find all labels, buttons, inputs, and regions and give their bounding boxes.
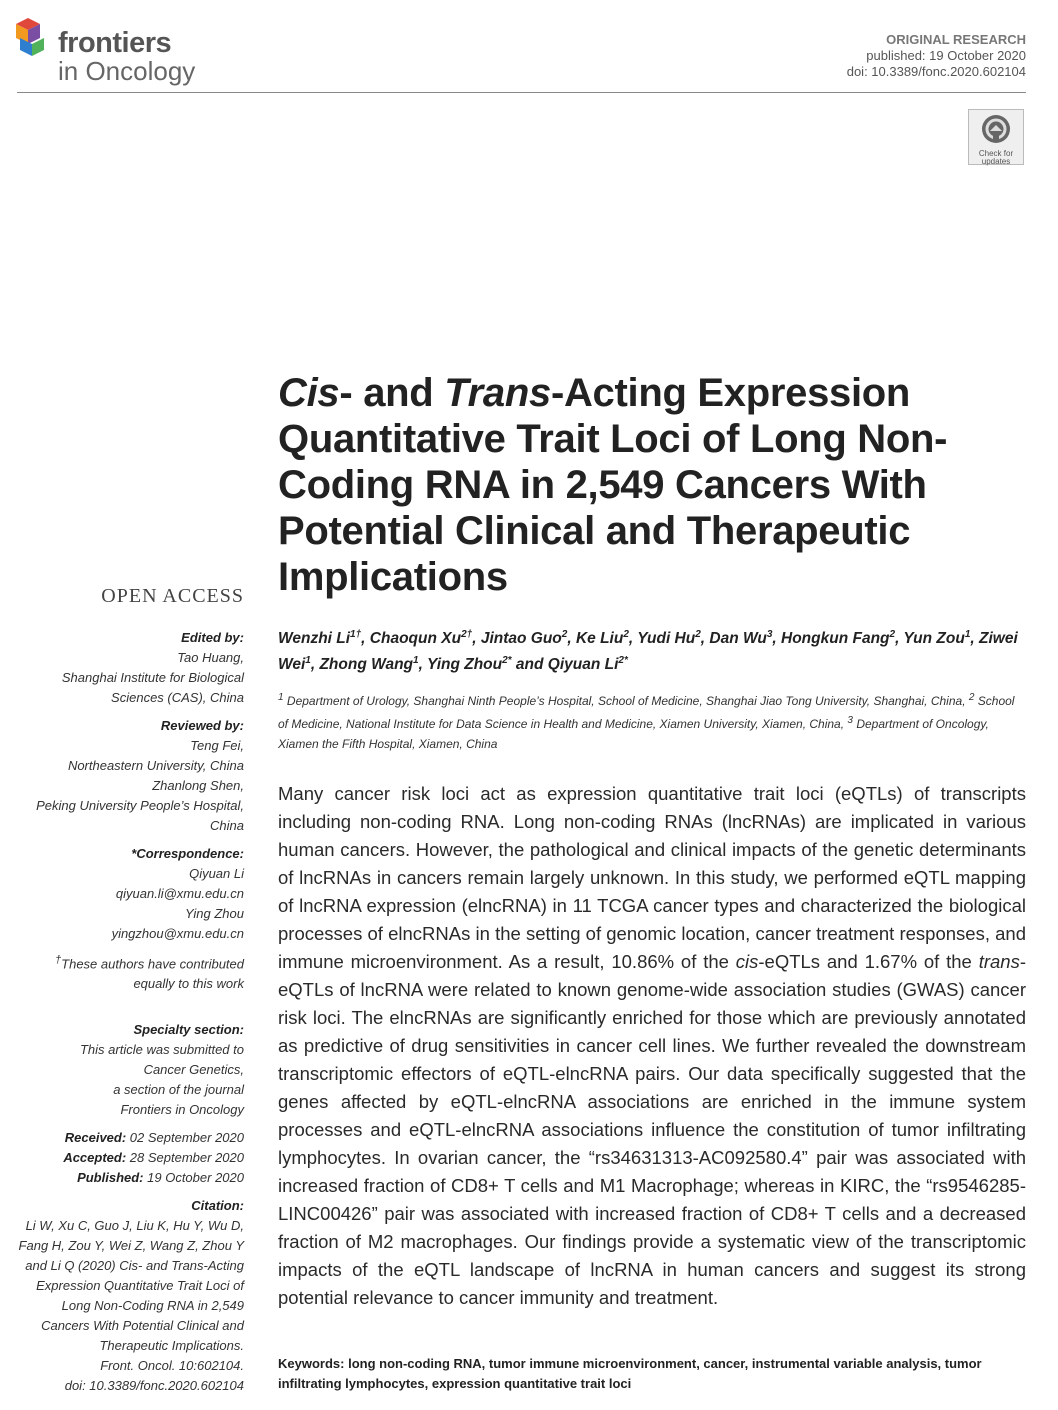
- reviewer-line: Teng Fei,: [190, 738, 244, 753]
- journal-logo[interactable]: [14, 14, 234, 86]
- author[interactable]: Qiyuan Li: [547, 656, 619, 674]
- abstract: Many cancer risk loci act as expression quantitative trait loci (eQTLs) of transcripts including non-coding RNA. Long non-coding RNAs (lncRNAs) are implicated in various human cancers. However, the pathological and clinical impacts of the genetic determinants of lncRNAs in cancers remain largely unknown. In this study, we performed eQTL mapping of lncRNA expression (elncRNA) in 11 TCGA cancer types and characterized the biological processes of elncRNAs in the setting of genomic location, cancer treatment responses, and immune microenvironment. As a result, 10.86% of the cis-eQTLs and 1.67% of the trans-eQTLs of lncRNA were related to known genome-wide association studies (GWAS) cancer risk loci. The elncRNAs are significantly enriched for those which are previously annotated as predictive of drug sensitivities in cancer cell lines. We further revealed the downstream transcriptomic effectors of eQTL-elncRNA pairs. Our data specifically suggested that the genes affected by eQTL-elncRNA associations are enriched in the immune system processes and eQTL-elncRNA associations influence the constitution of tumor infiltrating lymphocytes. In ovarian cancer, the “rs34631313-AC092580.4” pair was associated with increased fraction of CD8+ T cells and M1 Macrophage; whereas in KIRC, the “rs9546285-LINC00426” pair was associated with increased fraction of CD8+ T cells and a decreased fraction of M2 macrophages. Our findings provide a systematic view of the transcriptomic impacts of the eQTL landscape of lncRNA in human cancers and suggest its strong potential relevance to cancer immunity and treatment.: [278, 783, 1026, 1308]
- header-divider: [17, 92, 1026, 93]
- citation-line: and Li Q (2020) Cis- and Trans-Acting: [25, 1258, 244, 1274]
- author[interactable]: Hongkun Fang: [781, 630, 890, 648]
- citation-line: Front. Oncol. 10:602104.: [100, 1358, 244, 1374]
- check-for-updates-button[interactable]: [968, 109, 1024, 165]
- journal-name: frontiers: [58, 27, 172, 59]
- author[interactable]: Zhong Wang: [319, 656, 414, 674]
- article-doi[interactable]: doi: 10.3389/fonc.2020.602104: [846, 64, 1026, 79]
- citation-line: Long Non-Coding RNA in 2,549: [61, 1298, 244, 1314]
- editor-line: Sciences (CAS), China: [111, 690, 244, 705]
- edited-by-label: Edited by:: [181, 630, 244, 645]
- reviewer-line: Zhanlong Shen,: [152, 778, 244, 793]
- reviewer-line: China: [210, 818, 244, 833]
- correspondence-label: *Correspondence:: [131, 846, 244, 861]
- open-access-label: OPEN ACCESS: [101, 585, 244, 607]
- article-meta: [847, 32, 1026, 80]
- correspondent-name: Ying Zhou: [184, 906, 244, 921]
- published-date-sidebar: Published: 19 October 2020: [77, 1170, 244, 1186]
- check-updates-icon: [980, 113, 1012, 145]
- journal-subtitle: in Oncology: [58, 56, 196, 86]
- citation-line: Therapeutic Implications.: [99, 1338, 244, 1354]
- frontiers-cube-icon: [14, 16, 54, 58]
- author[interactable]: Jintao Guo: [480, 630, 562, 648]
- citation-line: Li W, Xu C, Guo J, Liu K, Hu Y, Wu D,: [25, 1218, 244, 1234]
- citation-doi[interactable]: doi: 10.3389/fonc.2020.602104: [64, 1378, 244, 1394]
- author[interactable]: Ke Liu: [575, 630, 624, 648]
- author[interactable]: Chaoqun Xu: [369, 630, 462, 648]
- citation-line: Fang H, Zou Y, Wei Z, Wang Z, Zhou Y: [18, 1238, 244, 1254]
- author[interactable]: Yun Zou: [903, 630, 965, 648]
- contribution-note-line: equally to this work: [133, 976, 244, 992]
- specialty-line: Frontiers in Oncology: [120, 1102, 244, 1118]
- article-title: Cis- and Trans-Acting Expression Quantitative Trait Loci of Long Non-Coding RNA in 2,549 Cancers With Potential Clinical and Therapeutic Implications: [278, 371, 948, 599]
- received-date: Received: 02 September 2020: [64, 1130, 244, 1146]
- specialty-line: Cancer Genetics,: [143, 1062, 244, 1078]
- specialty-line: a section of the journal: [113, 1082, 244, 1098]
- citation-label: Citation:: [191, 1198, 244, 1214]
- citation-line: Expression Quantitative Trait Loci of: [36, 1278, 244, 1294]
- correspondent-name: Qiyuan Li: [189, 866, 244, 881]
- author[interactable]: Wenzhi Li: [278, 630, 351, 648]
- reviewer-line: Peking University People’s Hospital,: [36, 798, 244, 813]
- article-sidebar: [4, 628, 244, 1396]
- author-list: Wenzhi $Li^{1\dagger}$, Chaoqun $Xu^{2\dagger}$, Jintao Guo$^2$, Ke Liu$^2$, Yudi Hu$^2$, Dan Wu$^3$, Hongkun Fang$^2$, Yun Zou$^1$, Ziwei Wei$^1$, Zhong Wang$^1$, Ying Zhou$^{2*}$ and Qiyuan $Li^{2*}$: [278, 629, 1018, 674]
- accepted-date: Accepted: 28 September 2020: [63, 1150, 244, 1166]
- keywords: Keywords: long non-coding RNA, tumor immune microenvironment, cancer, instrumental variable analysis, tumor infiltrating lymphocytes, expression quantitative trait loci: [278, 1356, 982, 1391]
- editor-line: Shanghai Institute for Biological: [61, 670, 244, 685]
- author[interactable]: Yudi Hu: [637, 630, 696, 648]
- affiliations: $^1$ Department of Urology, Shanghai Ninth People’s Hospital, School of Medicine, Shanghai Jiao Tong University, Shanghai, China, $^2$ School of Medicine, National Institute for Data Science in Health and Medicine, Xiamen University, Xiamen, China, $^3$ Department of Oncology, Xiamen the Fifth Hospital, Xiamen, China: [278, 692, 1015, 751]
- specialty-line: This article was submitted to: [79, 1042, 244, 1058]
- published-date: published: 19 October 2020: [866, 48, 1026, 63]
- citation-line: Cancers With Potential Clinical and: [41, 1318, 244, 1334]
- specialty-section-label: Specialty section:: [133, 1022, 244, 1038]
- reviewer-line: Northeastern University, China: [67, 758, 244, 773]
- editor-line: Tao Huang,: [177, 650, 244, 665]
- contribution-note: †These authors have contributed: [55, 954, 244, 972]
- article-type: ORIGINAL RESEARCH: [886, 32, 1026, 47]
- author[interactable]: Ying Zhou: [426, 656, 503, 674]
- reviewed-by-label: Reviewed by:: [160, 718, 244, 733]
- author[interactable]: Ziwei Wei: [278, 630, 1018, 674]
- check-updates-label: Check for updates: [978, 149, 1014, 166]
- correspondent-email[interactable]: yingzhou@xmu.edu.cn: [111, 926, 244, 941]
- author[interactable]: Dan Wu: [709, 630, 767, 648]
- correspondent-email[interactable]: qiyuan.li@xmu.edu.cn: [115, 886, 244, 901]
